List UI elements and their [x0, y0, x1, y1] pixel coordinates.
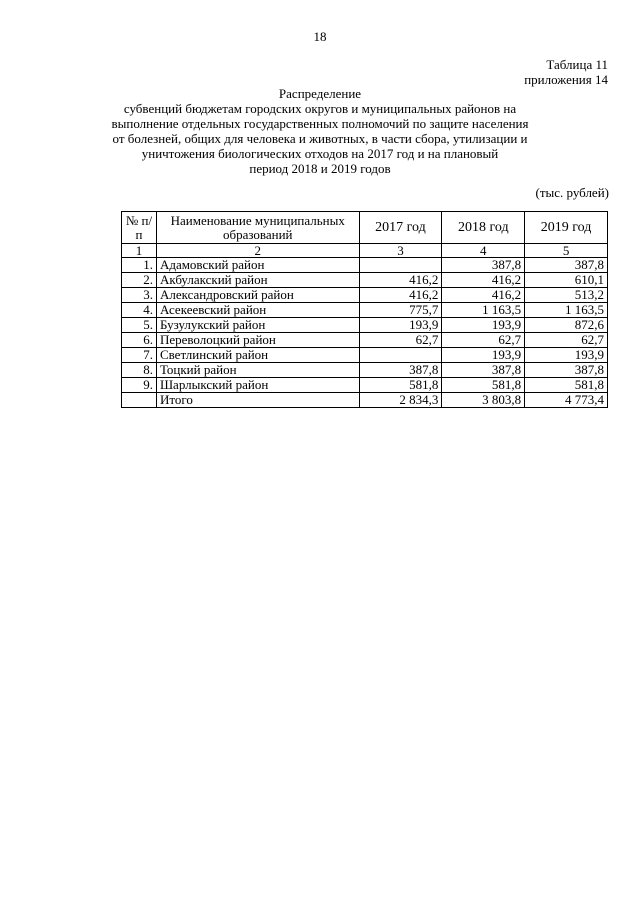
value-2018: 387,8: [442, 258, 525, 273]
title-line: уничтожения биологических отходов на 2017 год и на плановый: [141, 146, 499, 161]
value-2018: 193,9: [442, 318, 525, 333]
table-row: [122, 348, 608, 363]
row-district: Акбулакский район: [156, 273, 359, 288]
value-2019: 193,9: [525, 348, 608, 363]
value-2017: 62,7: [359, 333, 442, 348]
value-2017: [359, 348, 442, 363]
table-row: [122, 273, 608, 288]
value-2017: 581,8: [359, 378, 442, 393]
column-index: 4: [442, 244, 525, 258]
title-main: Распределение: [278, 86, 362, 101]
value-2017: 193,9: [359, 318, 442, 333]
row-district: Переволоцкий район: [156, 333, 359, 348]
table-row: [122, 363, 608, 378]
value-2019: 387,8: [525, 363, 608, 378]
column-index-row: [122, 244, 608, 258]
value-2018: 581,8: [442, 378, 525, 393]
value-2017: 416,2: [359, 273, 442, 288]
total-row: [122, 393, 608, 408]
header-2017: 2017 год: [359, 212, 442, 244]
row-number: 8.: [122, 363, 157, 378]
table-row: [122, 303, 608, 318]
row-district: Тоцкий район: [156, 363, 359, 378]
row-number: 3.: [122, 288, 157, 303]
value-2018: 3 803,8: [442, 393, 525, 408]
title-line: от болезней, общих для человека и животных, в части сбора, утилизации и: [112, 131, 528, 146]
value-2019: 581,8: [525, 378, 608, 393]
value-2018: 387,8: [442, 363, 525, 378]
value-2017: 2 834,3: [359, 393, 442, 408]
row-number: 1.: [122, 258, 157, 273]
title-line: субвенций бюджетам городских округов и муниципальных районов на: [123, 101, 517, 116]
value-2019: 387,8: [525, 258, 608, 273]
table-header-row: [122, 212, 608, 244]
row-number: 5.: [122, 318, 157, 333]
column-index: 1: [122, 244, 157, 258]
row-district: Адамовский район: [156, 258, 359, 273]
value-2018: 416,2: [442, 288, 525, 303]
value-2019: 872,6: [525, 318, 608, 333]
table-reference: [524, 57, 608, 87]
table-row: [122, 378, 608, 393]
column-index: 3: [359, 244, 442, 258]
value-2019: 4 773,4: [525, 393, 608, 408]
row-district: Александровский район: [156, 288, 359, 303]
header-2019: 2019 год: [525, 212, 608, 244]
value-2017: 775,7: [359, 303, 442, 318]
value-2019: 62,7: [525, 333, 608, 348]
row-district: Светлинский район: [156, 348, 359, 363]
units-label: (тыс. рублей): [535, 185, 609, 200]
value-2017: [359, 258, 442, 273]
row-number: 4.: [122, 303, 157, 318]
subsidy-table: [121, 211, 608, 408]
value-2019: 1 163,5: [525, 303, 608, 318]
table-body: [122, 258, 608, 408]
document-title: [110, 86, 530, 176]
row-number: 6.: [122, 333, 157, 348]
table-row: [122, 318, 608, 333]
header-2018: 2018 год: [442, 212, 525, 244]
table-reference-line2: приложения 14: [524, 72, 608, 87]
column-index: 2: [156, 244, 359, 258]
table-row: [122, 333, 608, 348]
title-line: период 2018 и 2019 годов: [249, 161, 391, 176]
row-district: Итого: [156, 393, 359, 408]
value-2018: 193,9: [442, 348, 525, 363]
row-district: Шарлыкский район: [156, 378, 359, 393]
title-line: выполнение отдельных государственных полномочий по защите населения: [111, 116, 529, 131]
row-number: 2.: [122, 273, 157, 288]
value-2018: 1 163,5: [442, 303, 525, 318]
table-row: [122, 288, 608, 303]
value-2017: 387,8: [359, 363, 442, 378]
column-index: 5: [525, 244, 608, 258]
header-number: № п/п: [122, 212, 157, 244]
row-number: [122, 393, 157, 408]
value-2019: 610,1: [525, 273, 608, 288]
row-number: 9.: [122, 378, 157, 393]
row-district: Бузулукский район: [156, 318, 359, 333]
row-number: 7.: [122, 348, 157, 363]
page-number: 18: [313, 29, 327, 44]
row-district: Асекеевский район: [156, 303, 359, 318]
value-2017: 416,2: [359, 288, 442, 303]
table-reference-line1: Таблица 11: [546, 57, 608, 72]
value-2018: 416,2: [442, 273, 525, 288]
value-2018: 62,7: [442, 333, 525, 348]
header-name: Наименование муниципальных образований: [156, 212, 359, 244]
value-2019: 513,2: [525, 288, 608, 303]
table-row: [122, 258, 608, 273]
